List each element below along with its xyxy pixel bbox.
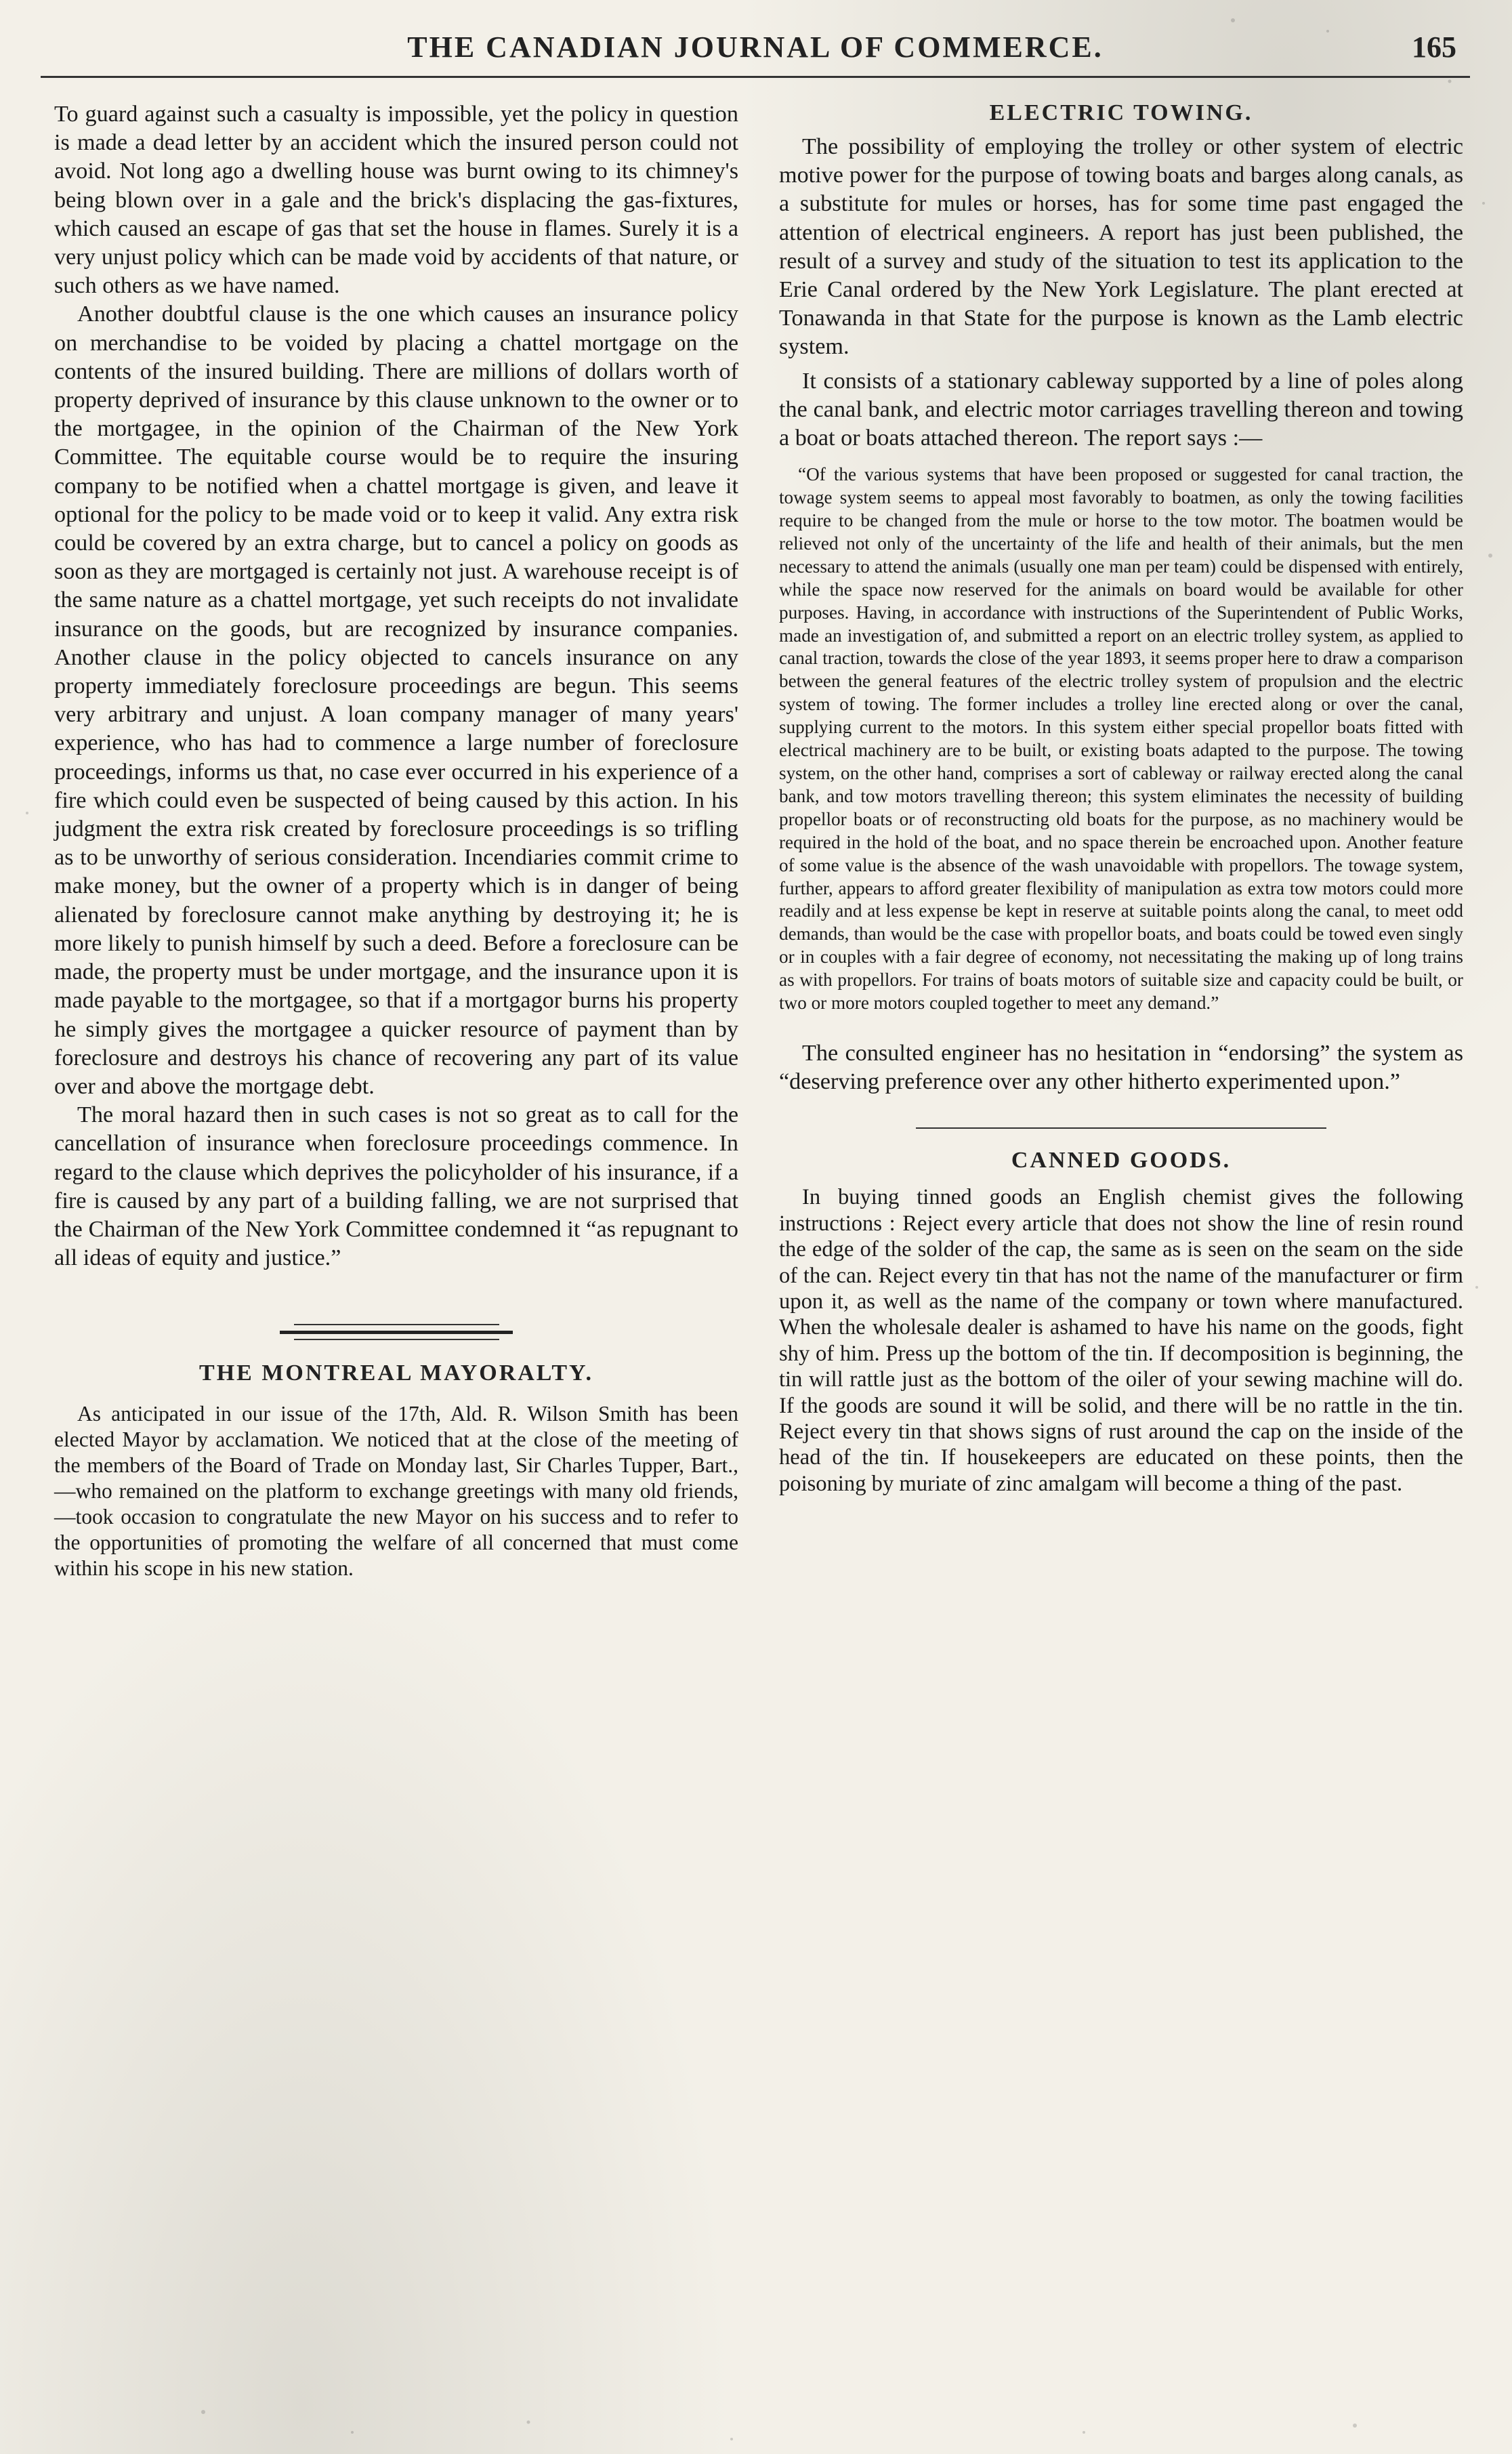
divider-thin-line	[916, 1127, 1326, 1129]
canned-goods-article	[779, 1184, 1463, 1497]
insurance-paragraph-2: Another doubtful clause is the one which causes an insurance policy on merchandise to be voided by placing a chattel mortgage on the contents of the insured building. There are millions of dollars worth of property deprived of insurance by this clause unknown to the owner or to the mortgagee, in the opinion of the Chairman of the New York Committee. The equitable course would be to require the insuring company to be notified when a chattel mortgage is given, and leave it optional for the policy to be made void or to keep it valid. Any extra risk could be covered by an extra charge, but to cancel a policy on goods as soon as they are mortgaged is certainly not just. A warehouse receipt is of the same nature as a chattel mortgage, yet such receipts do not invalidate insurance on the goods, but are recognized by insurance companies. Another clause in the policy objected to cancels insurance on any property immediately foreclosure proceedings are begun. This seems very arbitrary and unjust. A loan company manager of many years' experience, who has had to commence a large number of foreclosure proceedings, informs us that, no case ever occurred in his experience of a fire which could even be suspected of being caused by this action. In his judgment the extra risk created by foreclosure proceedings is so trifling as to be unworthy of serious consideration. Incendiaries commit crime to make money, but the owner of a property which is in danger of being alienated by foreclosure cannot make anything by destroying it; he is more likely to punish himself by such a deed. Before a foreclosure can be made, the property must be under mortgage, and the insurance upon it is made payable to the mortgagee, so that if a mortgagor burns his property he simply gives the mortgagee a quicker resource of payment than by foreclosure and destroys his chance of recovering any part of its value over and above the mortgage debt.	[54, 301, 738, 1099]
electric-towing-heading: ELECTRIC TOWING.	[989, 100, 1253, 125]
report-quote-text: “Of the various systems that have been proposed or suggested for canal traction, the towage system seems to appeal most favorably to boatmen, as only the towing facilities require to be changed from the mule or horse to the tow motor. The boatmen would be relieved not only of the uncertainty of the life and health of their animals, but the men necessary to attend the animals (usually one man per team) could be dispensed with entirely, while the space now reserved for the animals on board would be available for other purposes. Having, in accordance with instructions of the Superintendent of Public Works, made an investigation of, and submitted a report on an electric trolley system, as applied to canal traction, towards the close of the year 1893, it seems proper here to draw a comparison between the general features of the electric trolley system of propulsion and the electric system of towing. The former includes a trolley line erected along or over the canal, supplying current to the motors. In this system either special propellor boats fitted with electrical machinery are to be built, or existing boats adapted to the purpose. The towing system, on the other hand, comprises a sort of cableway or railway erected along the canal bank, and tow motors travelling thereon; this system eliminates the necessity of building propellor boats or of reconstructing old boats for the purpose, as no machinery would be required in the hold of the boat, and no space therein be encroached upon. Another feature of some value is the absence of the wash unavoidable with propellors. The towage system, further, appears to afford greater flexibility of manipulation as extra tow motors could more readily and at less expense be kept in reserve at suitable points along the canal, to meet odd demands, than would be the case with propellor boats, and boats could be towed even singly or in couples with a fair degree of economy, not necessitating the making up of long trains as with propellors. For trains of boats motors of suitable size and capacity could be built, or two or more motors coupled together to meet any demand.”	[779, 464, 1463, 1014]
mayoralty-heading: THE MONTREAL MAYORALTY.	[199, 1360, 593, 1386]
divider-thin-line	[294, 1339, 499, 1340]
header-rule	[41, 76, 1470, 78]
mayoralty-paragraph: As anticipated in our issue of the 17th, Ald. R. Wilson Smith has been elected Mayor by acclamation. We noticed that at the close of the meeting of the members of the Board of Trade on Monday last, Sir Charles Tupper, Bart.,—who remained on the platform to exchange greetings with many old friends,—took occasion to congratulate the new Mayor on his success and to refer to the opportunities of promoting the welfare of all concerned that must come within his scope in his new station.	[54, 1402, 738, 1581]
towing-report-quote	[779, 463, 1463, 1015]
right-column	[779, 100, 1463, 1497]
page-header	[41, 20, 1470, 75]
canned-goods-heading: CANNED GOODS.	[1011, 1148, 1232, 1173]
divider-thick-line	[280, 1331, 512, 1334]
towing-paragraph-1: The possibility of employing the trolley or other system of electric motive power for the purpose of towing boats and barges along canals, as a substitute for mules or horses, has for some time past engaged the attention of electrical engineers. A report has just been published, the result of a survey and study of the situation to test its application to the Erie Canal ordered by the New York Legislature. The plant erected at Tonawanda in that State for the purpose is known as the Lamb electric system.	[779, 134, 1463, 360]
towing-paragraph-2: It consists of a stationary cableway supported by a line of poles along the canal bank, and electric motor carriages travelling thereon and towing a boat or boats attached thereon. The report says :—	[779, 368, 1463, 451]
left-column	[54, 100, 738, 1581]
insurance-article	[54, 100, 738, 1272]
electric-towing-article	[779, 133, 1463, 453]
canned-goods-paragraph: In buying tinned goods an English chemist gives the following instructions : Reject every article that does not show the line of resin round the edge of the solder of the cap, the same as is seen on the seam on the side of the can. Reject every tin that has not the name of the manufacturer or firm upon it, as well as the name of the company or town where manufactured. When the wholesale dealer is ashamed to have his name on the goods, fight shy of him. Press up the bottom of the tin. If decomposition is beginning, the tin will rattle just as the bottom of the oiler of your sewing machine will do. If the goods are sound it will be solid, and there will be no rattle in the tin. Reject every tin that shows signs of rust around the cap on the inside of the head of the tin. If housekeepers are educated on these points, then the poisoning by muriate of zinc amalgam will become a thing of the past.	[779, 1185, 1463, 1496]
section-divider	[54, 1320, 738, 1343]
insurance-paragraph-1: To guard against such a casualty is impossible, yet the policy in question is made a dead letter by an accident which the insured person could not avoid. Not long ago a dwelling house was burnt owing to its chimney's being blown over in a gale and the brick's displacing the gas-fixtures, which caused an escape of gas that set the house in flames. Surely it is a very unjust policy which can be made void by accidents of that nature, or such others as we have named.	[54, 102, 738, 299]
journal-title: THE CANADIAN JOURNAL OF COMMERCE.	[407, 30, 1104, 64]
section-divider	[779, 1123, 1463, 1133]
mayoralty-article	[54, 1401, 738, 1581]
divider-thin-line	[294, 1324, 499, 1325]
insurance-paragraph-3: The moral hazard then in such cases is not so great as to call for the cancellation of insurance when foreclosure proceedings commence. In regard to the clause which deprives the policyholder of his insurance, if a fire is caused by any part of a building falling, we are not surprised that the Chairman of the New York Committee condemned it “as repugnant to all ideas of equity and justice.”	[54, 1102, 738, 1271]
towing-closing-paragraph: The consulted engineer has no hesitation in “endorsing” the system as “deserving preference over any other hitherto experimented upon.”	[779, 1040, 1463, 1095]
page-number: 165	[1412, 30, 1456, 64]
towing-closing	[779, 1039, 1463, 1096]
